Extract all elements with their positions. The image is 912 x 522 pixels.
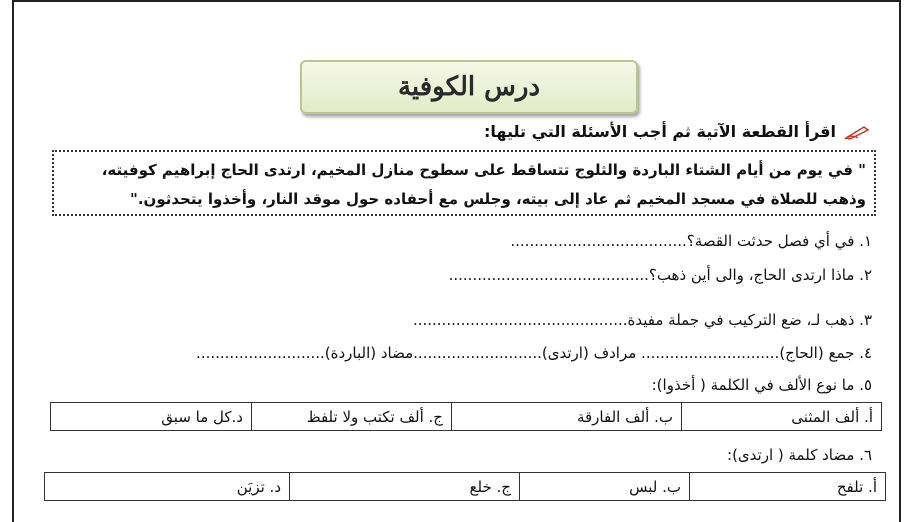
q6-option-b[interactable]: ب. لبس [520, 473, 690, 501]
instruction-line [484, 122, 870, 141]
instruction-text: اقرأ القطعة الآتية ثم أجب الأسئلة التي تليها: [483, 122, 836, 141]
q6-option-d[interactable]: د. تزيَن [45, 473, 290, 501]
question-1: ١. في أي فصل حدثت القصة؟..................................... [510, 232, 872, 250]
q5-option-b[interactable]: ب. ألف الفارقة [452, 403, 682, 431]
passage-box [52, 150, 876, 216]
q6-option-c[interactable]: ج. خلع [290, 473, 520, 501]
q5-option-a[interactable]: أ. ألف المثنى [682, 403, 882, 431]
q5-options-table [50, 402, 882, 431]
question-3: ٣. ذهب لـ، ضع التركيب في جملة مفيدة............................................. [412, 311, 872, 329]
title-box [300, 60, 638, 114]
q5-option-c[interactable]: ج. ألف تكتب ولا تلفظ [252, 403, 452, 431]
q6-option-a[interactable]: أ. تلفح [690, 473, 886, 501]
passage-line-1: " في يوم من أيام الشتاء الباردة والثلوج تتساقط على سطوح منازل المخيم، ارتدى الحاج إبراهيم كوفيته، [101, 161, 866, 179]
q6-options-table [44, 472, 886, 501]
lesson-title: درس الكوفية [397, 72, 541, 102]
passage-line-2: وذهب للصلاة في مسجد المخيم ثم عاد إلى بيته، وجلس مع أحفاده حول موقد النار، وأخذوا يتحدثون." [130, 190, 866, 208]
question-4: ٤. جمع (الحاج)............................. مرادف (ارتدى)...........................مضاد (الباردة)........................... [196, 344, 872, 362]
question-5: ٥. ما نوع الألف في الكلمة ( أخذوا): [651, 376, 872, 394]
question-2: ٢. ماذا ارتدى الحاج، والى أين ذهب؟.......................................... [448, 266, 872, 284]
question-6: ٦. مضاد كلمة ( ارتدى): [727, 446, 872, 464]
q5-option-d[interactable]: د.كل ما سبق [51, 403, 252, 431]
pencil-icon [844, 124, 870, 140]
